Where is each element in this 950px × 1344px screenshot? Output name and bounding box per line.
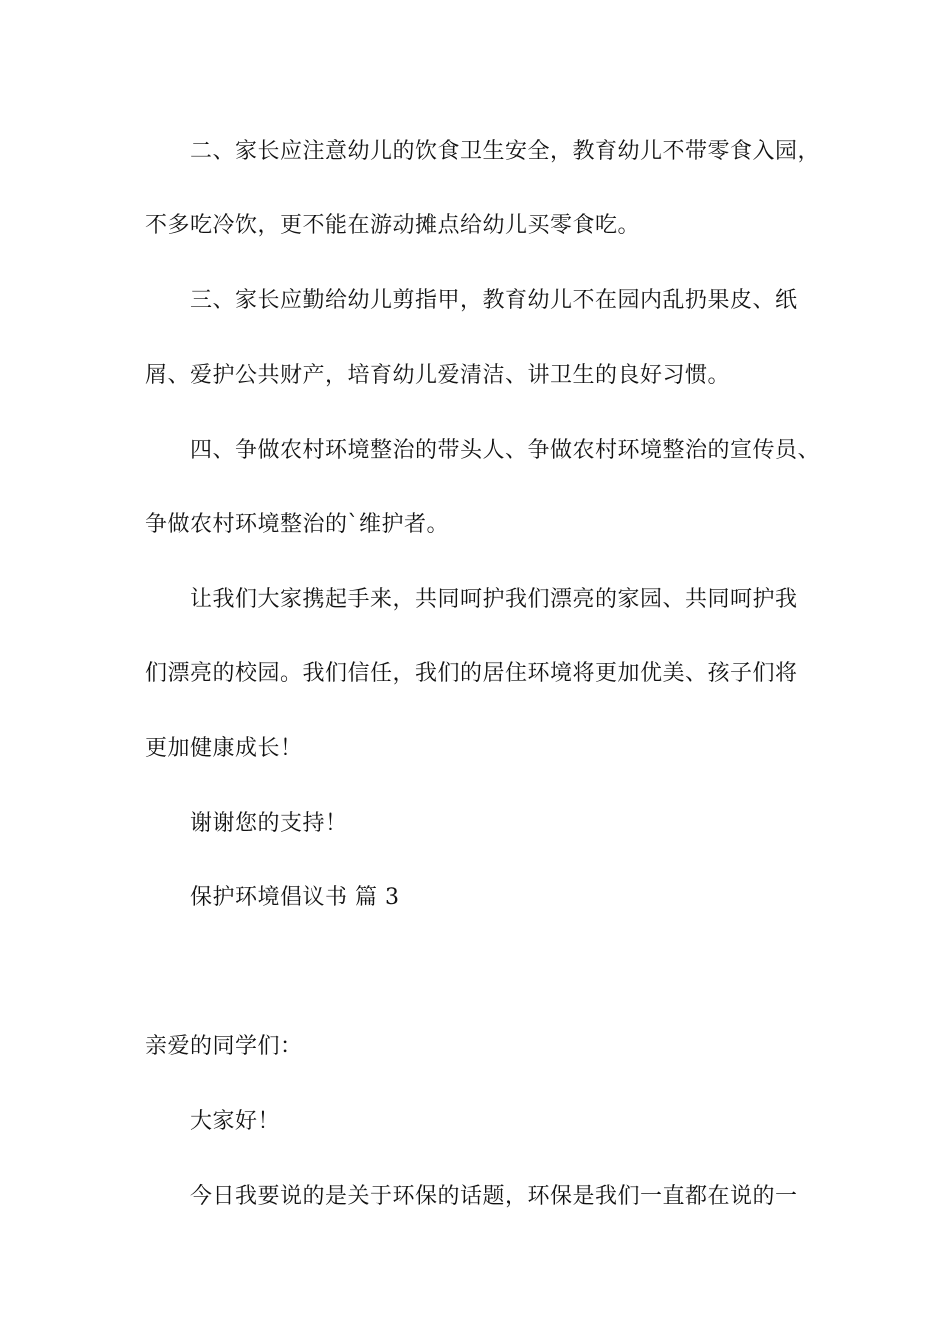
paragraph-2-line-2: 不多吃冷饮，更不能在游动摊点给幼儿买零食吃。: [145, 213, 641, 238]
salutation: 亲爱的同学们：: [145, 1034, 303, 1059]
paragraph-4-line-2: 争做农村环境整治的`维护者。: [145, 512, 450, 537]
closing-paragraph-line-3: 更加健康成长！: [145, 736, 303, 761]
section-heading: 保护环境倡议书 篇 3: [190, 885, 400, 910]
paragraph-3-line-2: 屑、爱护公共财产，培育幼儿爱清洁、讲卫生的良好习惯。: [145, 363, 731, 388]
thanks-line: 谢谢您的支持！: [190, 811, 348, 836]
paragraph-3-line-1: 三、家长应勤给幼儿剪指甲，教育幼儿不在园内乱扔果皮、纸: [190, 288, 798, 313]
closing-paragraph-line-1: 让我们大家携起手来，共同呵护我们漂亮的家园、共同呵护我: [190, 587, 798, 612]
greeting: 大家好！: [190, 1109, 281, 1134]
body-paragraph-line-1: 今日我要说的是关于环保的话题，环保是我们一直都在说的一: [190, 1184, 798, 1209]
paragraph-4-line-1: 四、争做农村环境整治的带头人、争做农村环境整治的宣传员、: [190, 438, 821, 463]
paragraph-2-line-1: 二、家长应注意幼儿的饮食卫生安全，教育幼儿不带零食入园，: [190, 139, 821, 164]
closing-paragraph-line-2: 们漂亮的校园。我们信任，我们的居住环境将更加优美、孩子们将: [145, 661, 798, 686]
